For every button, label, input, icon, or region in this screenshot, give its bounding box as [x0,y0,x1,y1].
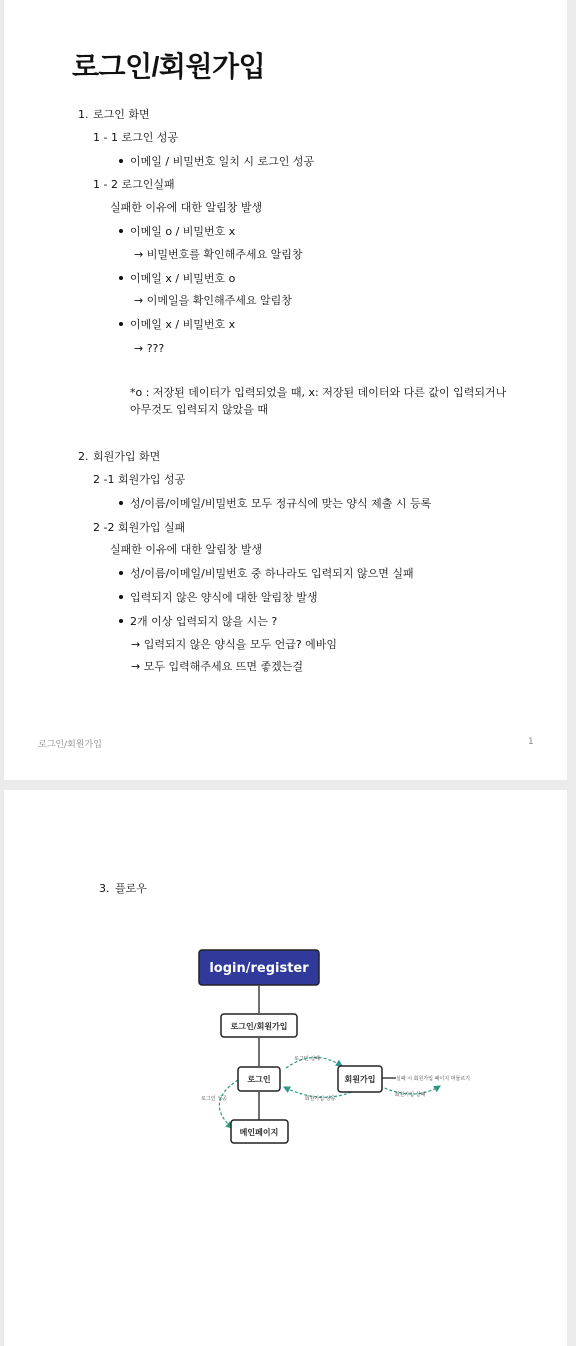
bullet-dot [119,159,123,163]
bullet-dot [119,322,123,326]
edge-label-login-fail: 로그인 실패 [294,1056,320,1062]
section-title: 플로우 [115,882,147,895]
node-login-label: 로그인 [247,1075,271,1084]
subsection-title: 1 - 2 로그인실패 [93,178,175,191]
page-1 [4,0,567,780]
edge-label-fail-note: 실패 시 회원가입 페이지 머물르기 [396,1076,470,1082]
edge-label-login-success: 로그인 성공 [201,1096,227,1102]
list-item: 이메일 / 비밀번호 일치 시 로그인 성공 [130,155,315,168]
edge-label-register-success: 회원가입 성공 [304,1096,336,1102]
bullet-dot [119,501,123,505]
bullet-dot [119,595,123,599]
list-item: 이메일 o / 비밀번호 x [130,225,236,238]
node-login-register-kr-label: 로그인/회원가입 [230,1022,288,1031]
flow-diagram [4,790,567,1346]
page-title: 로그인/회원가입 [72,51,266,82]
node-login-register-label: login/register [209,961,309,976]
arrow-note: → 모두 입력해주세요 뜨면 좋겠는걸 [131,660,303,673]
subsection-title: 2 -1 회원가입 성공 [93,473,186,486]
section-title: 로그인 화면 [93,108,150,121]
list-item: 이메일 x / 비밀번호 o [130,272,236,285]
list-item: 이메일 x / 비밀번호 x [130,318,236,331]
bullet-dot [119,229,123,233]
page-number: 1 [528,737,534,747]
subsection-title: 1 - 1 로그인 성공 [93,131,179,144]
node-main-page-label: 메인페이지 [239,1128,279,1137]
bullet-dot [119,276,123,280]
legend-note: *o : 저장된 데이터가 입력되었을 때, x: 저장된 데이터와 다른 값이 입력되거나 아무것도 입력되지 않았을 때 [130,386,507,416]
edge-label-register-fail: 회원가입 실패 [394,1092,426,1098]
list-item: 입력되지 않은 양식에 대한 알림창 발생 [130,591,318,604]
list-item: 2개 이상 입력되지 않을 시는 ? [130,615,278,628]
section-title: 회원가입 화면 [93,450,161,463]
bullet-dot [119,619,123,623]
subsection-title: 2 -2 회원가입 실패 [93,521,186,534]
description-text: 실패한 이유에 대한 알림창 발생 [110,543,263,556]
section-number: 3. [99,882,110,895]
bullet-dot [119,571,123,575]
list-item: 성/이름/이메일/비밀번호 모두 정규식에 맞는 양식 제출 시 등록 [130,497,432,510]
list-item: 성/이름/이메일/비밀번호 중 하나라도 입력되지 않으면 실패 [130,567,414,580]
arrow-note: → ??? [134,342,165,355]
arrow-note: → 입력되지 않은 양식을 모두 언급? 에바임 [131,638,338,651]
arrow-note: → 비밀번호를 확인해주세요 알림창 [134,248,303,261]
section-number: 1. [78,108,89,121]
section-number: 2. [78,450,89,463]
description-text: 실패한 이유에 대한 알림창 발생 [110,201,263,214]
page-2 [4,790,567,1346]
node-register-label: 회원가입 [344,1075,376,1084]
footer-title: 로그인/회원가입 [38,740,102,750]
arrow-note: → 이메일을 확인해주세요 알림창 [134,294,292,307]
